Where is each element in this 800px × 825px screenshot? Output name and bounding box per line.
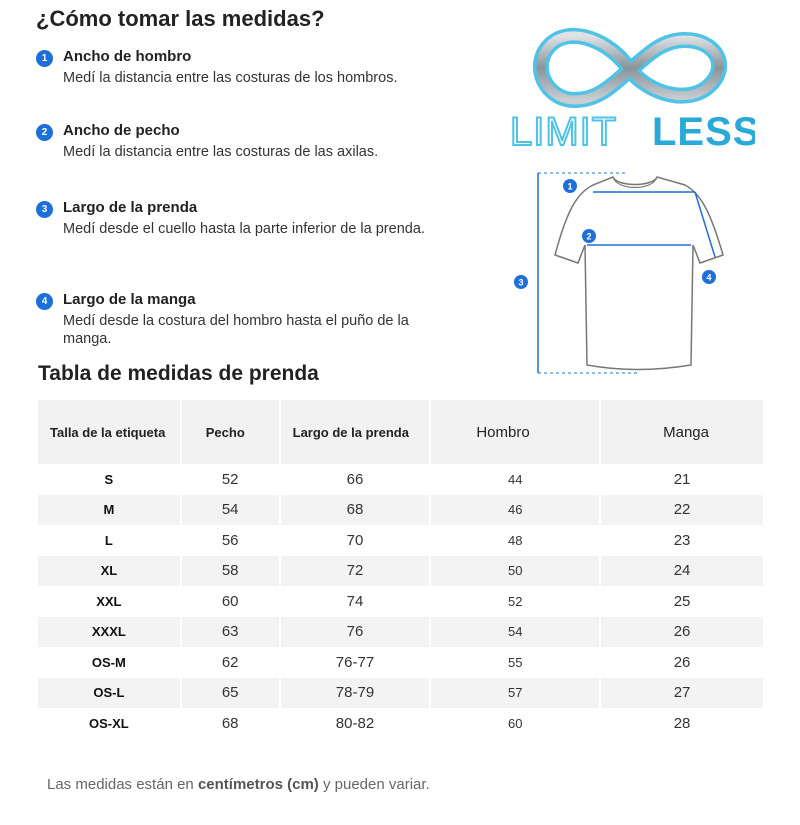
cell-chest: 56: [181, 525, 280, 556]
column-header-size: Talla de la etiqueta: [38, 400, 181, 464]
table-row: [38, 617, 764, 648]
cell-size: S: [38, 464, 181, 495]
cell-sleeve: 26: [600, 617, 764, 648]
column-header-length: Largo de la prenda: [280, 400, 431, 464]
step-heading: Ancho de hombro: [63, 48, 192, 65]
cell-length: 80-82: [280, 708, 431, 739]
step-number-badge: 3: [36, 201, 53, 218]
cell-shoulder: 44: [430, 464, 600, 495]
cell-shoulder: 55: [430, 647, 600, 678]
column-header-chest: Pecho: [181, 400, 280, 464]
step-heading: Largo de la prenda: [63, 199, 198, 216]
cell-size: OS-L: [38, 678, 181, 709]
step-shoulder-width: [36, 48, 456, 87]
svg-text:2: 2: [586, 231, 592, 242]
cell-size: OS-M: [38, 647, 181, 678]
svg-text:3: 3: [518, 277, 524, 288]
step-description: Medí desde la costura del hombro hasta el puño de la manga.: [63, 313, 409, 347]
cell-chest: 58: [181, 556, 280, 587]
tshirt-measurement-diagram: [505, 165, 755, 380]
step-sleeve-length: [36, 291, 456, 348]
cell-length: 76-77: [280, 647, 431, 678]
cell-size: XXXL: [38, 617, 181, 648]
cell-chest: 60: [181, 586, 280, 617]
cell-shoulder: 57: [430, 678, 600, 709]
cell-sleeve: 25: [600, 586, 764, 617]
cell-length: 74: [280, 586, 431, 617]
cell-chest: 62: [181, 647, 280, 678]
cell-chest: 52: [181, 464, 280, 495]
cell-sleeve: 23: [600, 525, 764, 556]
table-row: [38, 647, 764, 678]
cell-sleeve: 22: [600, 495, 764, 526]
cell-sleeve: 27: [600, 678, 764, 709]
step-heading: Ancho de pecho: [63, 122, 180, 139]
note-units: centímetros (cm): [197, 776, 319, 793]
column-header-shoulder: Hombro: [430, 400, 600, 464]
cell-size: OS-XL: [38, 708, 181, 739]
table-row: [38, 678, 764, 709]
cell-sleeve: 26: [600, 647, 764, 678]
cell-sleeve: 21: [600, 464, 764, 495]
table-row: [38, 586, 764, 617]
cell-size: XL: [38, 556, 181, 587]
cell-size: XXL: [38, 586, 181, 617]
cell-length: 66: [280, 464, 431, 495]
cell-sleeve: 28: [600, 708, 764, 739]
cell-size: M: [38, 495, 181, 526]
marker-2: [582, 229, 596, 243]
cell-length: 78-79: [280, 678, 431, 709]
cell-sleeve: 24: [600, 556, 764, 587]
page-title: ¿Cómo tomar las medidas?: [36, 6, 325, 31]
cell-length: 70: [280, 525, 431, 556]
step-heading: Largo de la manga: [63, 291, 196, 308]
note-suffix: y pueden variar.: [318, 776, 430, 793]
cell-shoulder: 46: [430, 495, 600, 526]
step-chest-width: [36, 122, 456, 161]
cell-shoulder: 50: [430, 556, 600, 587]
marker-4: [702, 270, 716, 284]
cell-chest: 63: [181, 617, 280, 648]
step-number-badge: 4: [36, 293, 53, 310]
table-row: [38, 708, 764, 739]
table-header-row: [38, 400, 764, 464]
step-garment-length: [36, 199, 456, 238]
column-header-sleeve: Manga: [600, 400, 764, 464]
step-description: Medí la distancia entre las costuras de las axilas.: [63, 144, 379, 160]
brand-logo: [505, 10, 755, 160]
cell-size: L: [38, 525, 181, 556]
cell-length: 72: [280, 556, 431, 587]
cell-shoulder: 54: [430, 617, 600, 648]
step-number-badge: 1: [36, 50, 53, 67]
logo-text-bold: LESS: [652, 110, 755, 154]
cell-chest: 68: [181, 708, 280, 739]
step-description: Medí la distancia entre las costuras de los hombros.: [63, 70, 398, 86]
table-row: [38, 495, 764, 526]
logo-text-light: LIMIT: [510, 110, 618, 154]
step-description: Medí desde el cuello hasta la parte inferior de la prenda.: [63, 221, 425, 237]
cell-chest: 54: [181, 495, 280, 526]
cell-chest: 65: [181, 678, 280, 709]
marker-3: [514, 275, 528, 289]
infinity-logo-icon: [505, 10, 755, 160]
cell-shoulder: 48: [430, 525, 600, 556]
cell-length: 76: [280, 617, 431, 648]
table-row: [38, 556, 764, 587]
svg-text:4: 4: [706, 272, 712, 283]
note-prefix: Las medidas están en: [47, 776, 198, 793]
table-row: [38, 464, 764, 495]
svg-text:1: 1: [567, 181, 573, 192]
size-table-title: Tabla de medidas de prenda: [38, 362, 319, 385]
units-note: [47, 776, 430, 793]
cell-shoulder: 52: [430, 586, 600, 617]
tshirt-icon: [505, 165, 755, 380]
marker-1: [563, 179, 577, 193]
cell-shoulder: 60: [430, 708, 600, 739]
cell-length: 68: [280, 495, 431, 526]
table-row: [38, 525, 764, 556]
step-number-badge: 2: [36, 124, 53, 141]
size-table: [38, 400, 765, 740]
